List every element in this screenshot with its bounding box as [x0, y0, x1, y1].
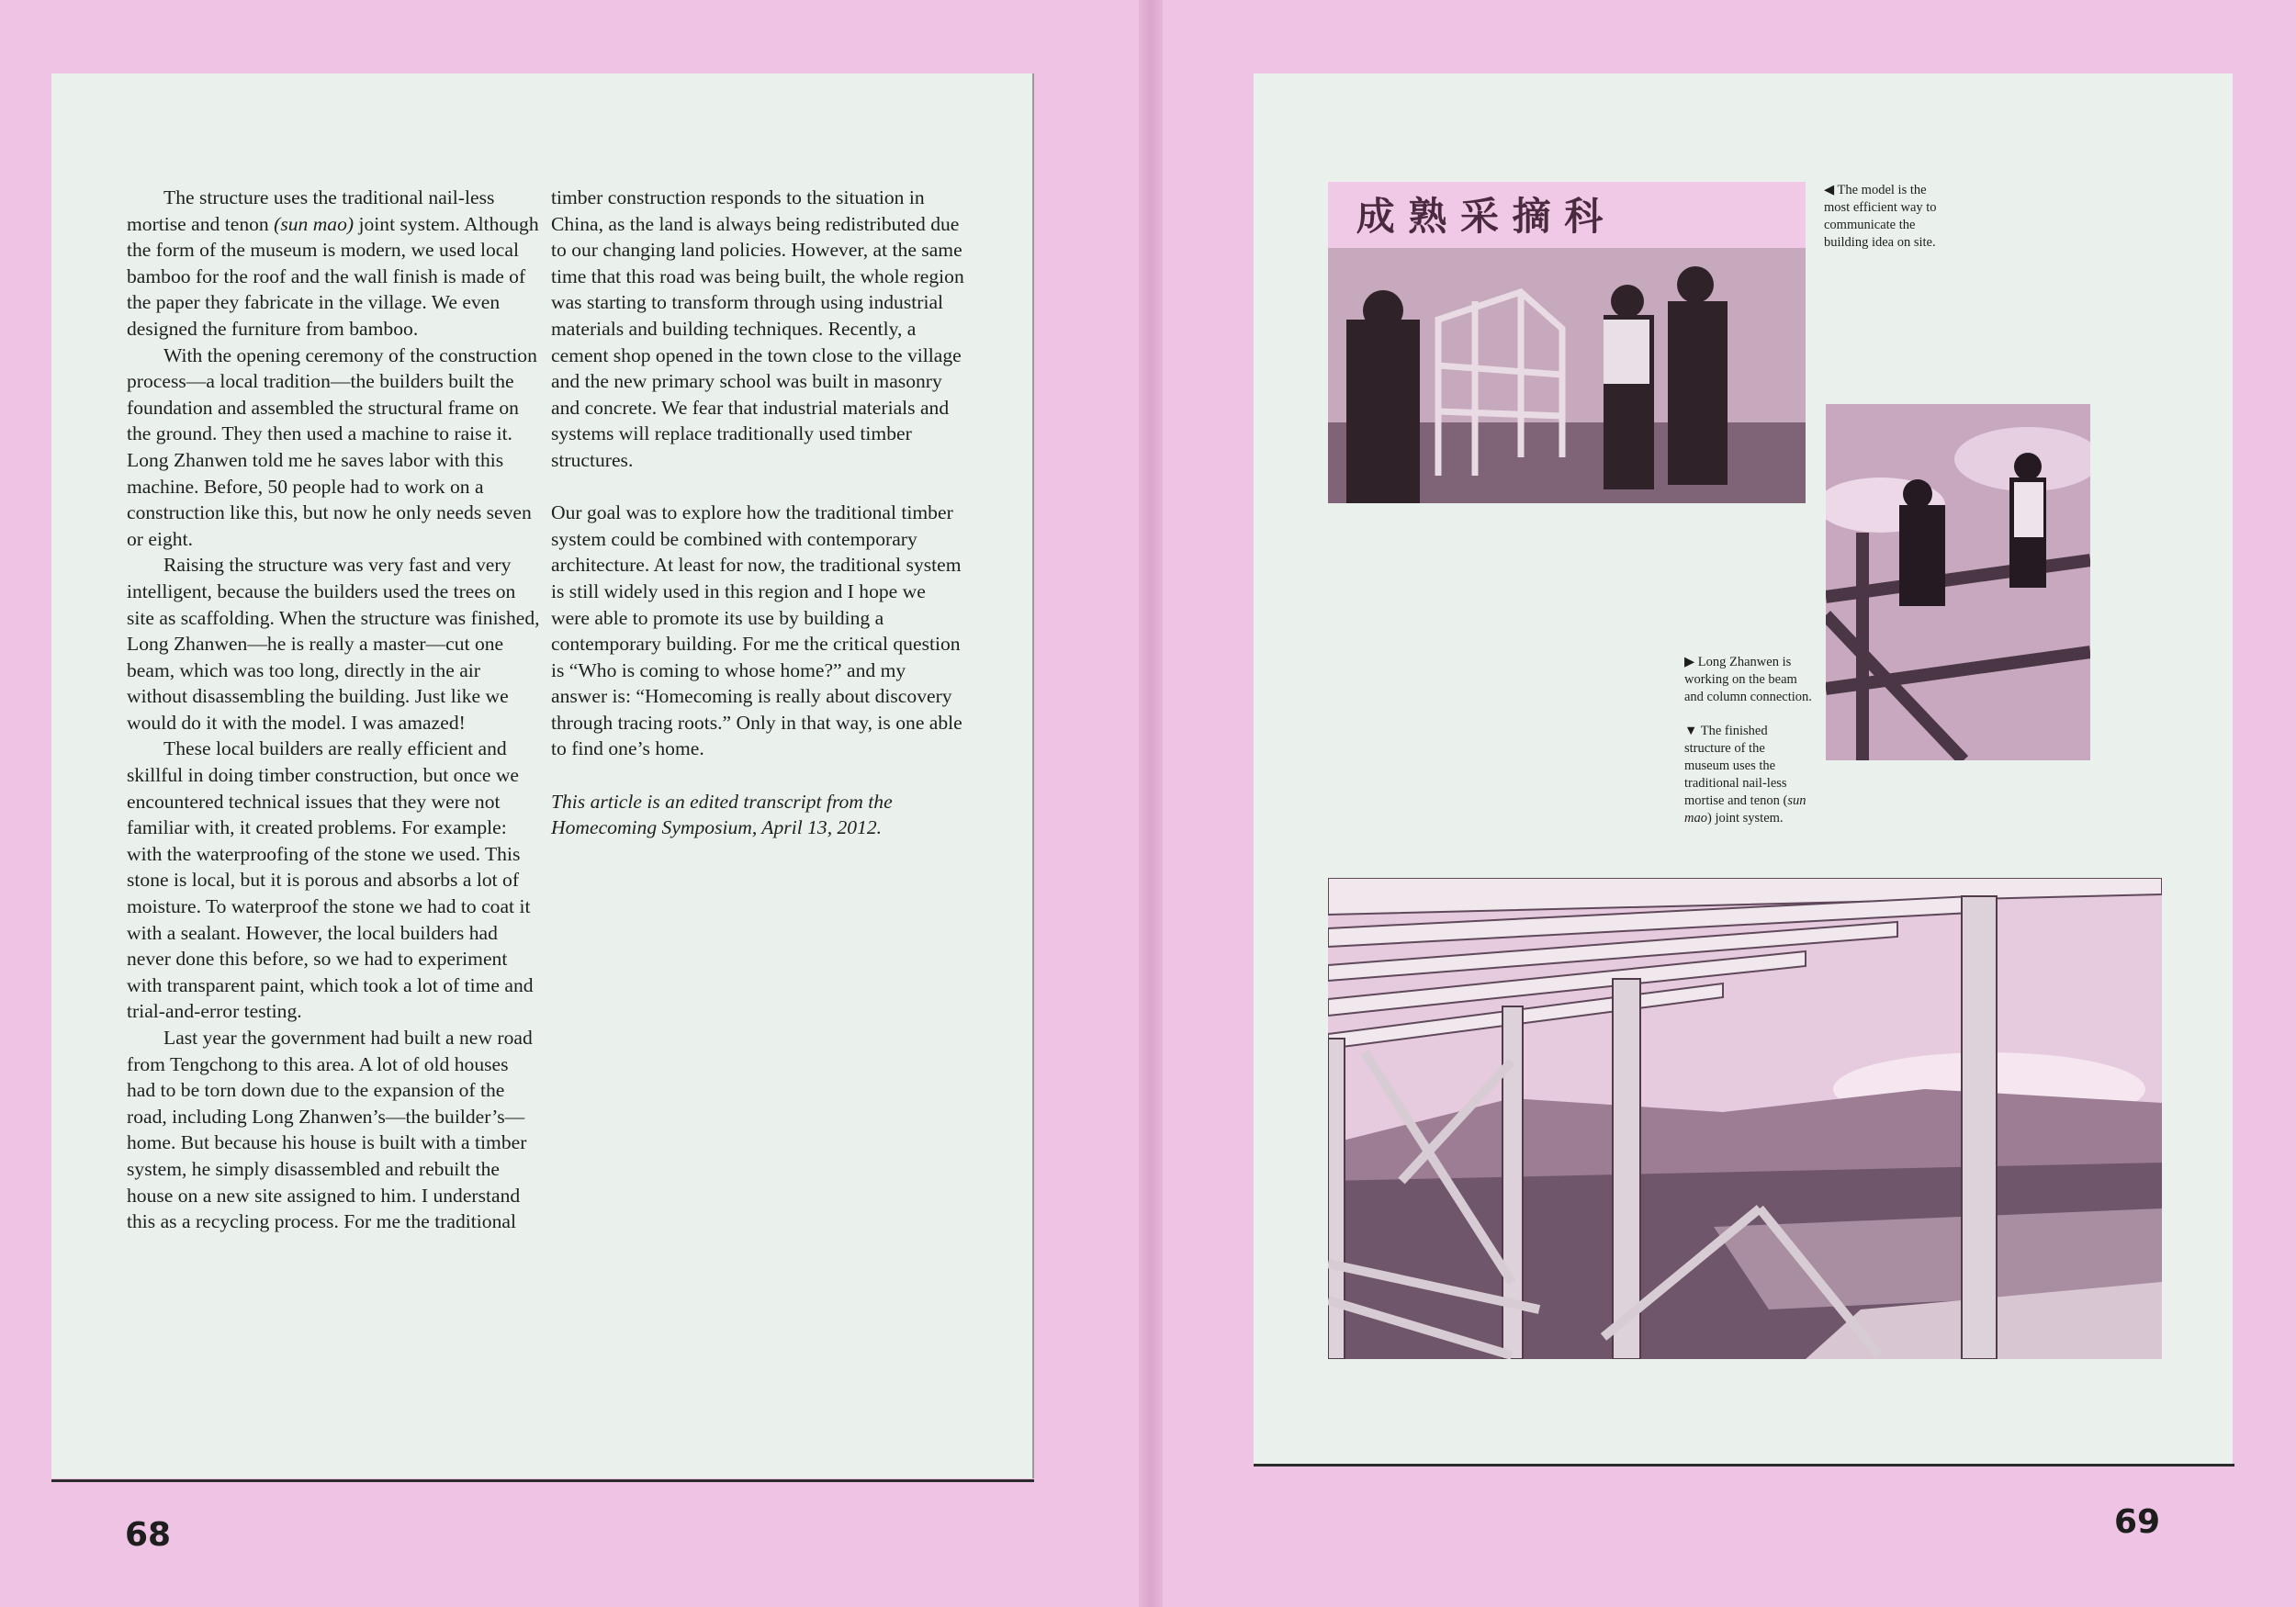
paragraph: timber construction responds to the situation in China, as the land is always being redistributed due to our changing land policies. However, at the same time that this road was being built, the whole region was starting to transform through using industrial materials and building techniques. Recently, a cement shop opened in the town close to the village and the new primary school was built in masonry and concrete. We fear that industrial materials and systems will replace traditionally used timber structures. [551, 186, 964, 471]
article-credit: This article is an edited transcript from the Homecoming Symposium, April 13, 2012. [551, 790, 893, 839]
paragraph: Our goal was to explore how the traditional timber system could be combined with contemporary architecture. At least for now, the traditional system is still widely used in this region and I hope we were able to promote its use by building a contemporary building. For me the critical question is “Who is coming to whose home?” and my answer is: “Homecoming is really about discovery through tracing roots.” Only in that way, is one able to find one’s home. [551, 501, 962, 760]
left-column-1 [127, 185, 540, 1235]
sign-text: 成 熟 采 摘 科 [1356, 194, 1604, 239]
left-column-2 [551, 185, 964, 841]
page-number-left: 68 [125, 1516, 172, 1554]
left-page-rule [51, 1479, 1034, 1482]
paragraph: Last year the government had built a new road from Tengchong to this area. A lot of old houses had to be torn down due to the expansion of the road, including Long Zhanwen’s—the builder’s—home. But because his house is built with a timber system, he simply disassembled and rebuilt the house on a new site assigned to him. I understand this as a recycling process. For me the traditional [127, 1027, 533, 1233]
page-number-right: 69 [2114, 1503, 2161, 1541]
paragraph: These local builders are really efficient and skillful in doing timber construction, but once we encountered technical issues that they were not familiar with, it created problems. For example: with the waterproofing of the stone we used. This stone is local, but it is porous and absorbs a lot of moisture. To waterproof the stone we had to coat it with a sealant. However, the local builders had never done this before, so we had to experiment with transparent paint, which took a lot of time and trial-and-error testing. [127, 737, 534, 1023]
structure-photo [1328, 878, 2162, 1359]
paragraph: Raising the structure was very fast and very intelligent, because the builders used the trees on site as scaffolding. When the structure was finished, Long Zhanwen—he is really a master—cut one beam, which was too long, directly in the air without disassembling the building. Just like we would do it with the model. I was amazed! [127, 554, 540, 734]
right-page-rule [1254, 1464, 2234, 1467]
builder-photo [1826, 404, 2090, 760]
paragraph: With the opening ceremony of the construction process—a local tradition—the builders built the foundation and assembled the structural frame on the ground. They then used a machine to raise it. Long Zhanwen told me he saves labor with this machine. Before, 50 people had to work on a construction like this, but now he only needs seven or eight. [127, 343, 537, 550]
paragraph: The structure uses the traditional nail-less mortise and tenon (sun mao) joint system. Although the form of the museum is modern, we used local bamboo for the roof and the wall finish is made of the paper they fabricate in the village. We even designed the furniture from bamboo. [127, 186, 539, 340]
caption-builder-and-structure: ▶ Long Zhanwen is working on the beam and column connection. ▼ The finished structure of the museum uses the traditional nail-less mortise and tenon (sun mao) joint system. [1684, 655, 1812, 826]
model-photo [1328, 182, 1806, 503]
book-gutter [1139, 0, 1163, 1607]
caption-model: ◀ The model is the most efficient way to communicate the building idea on site. [1824, 183, 1937, 250]
